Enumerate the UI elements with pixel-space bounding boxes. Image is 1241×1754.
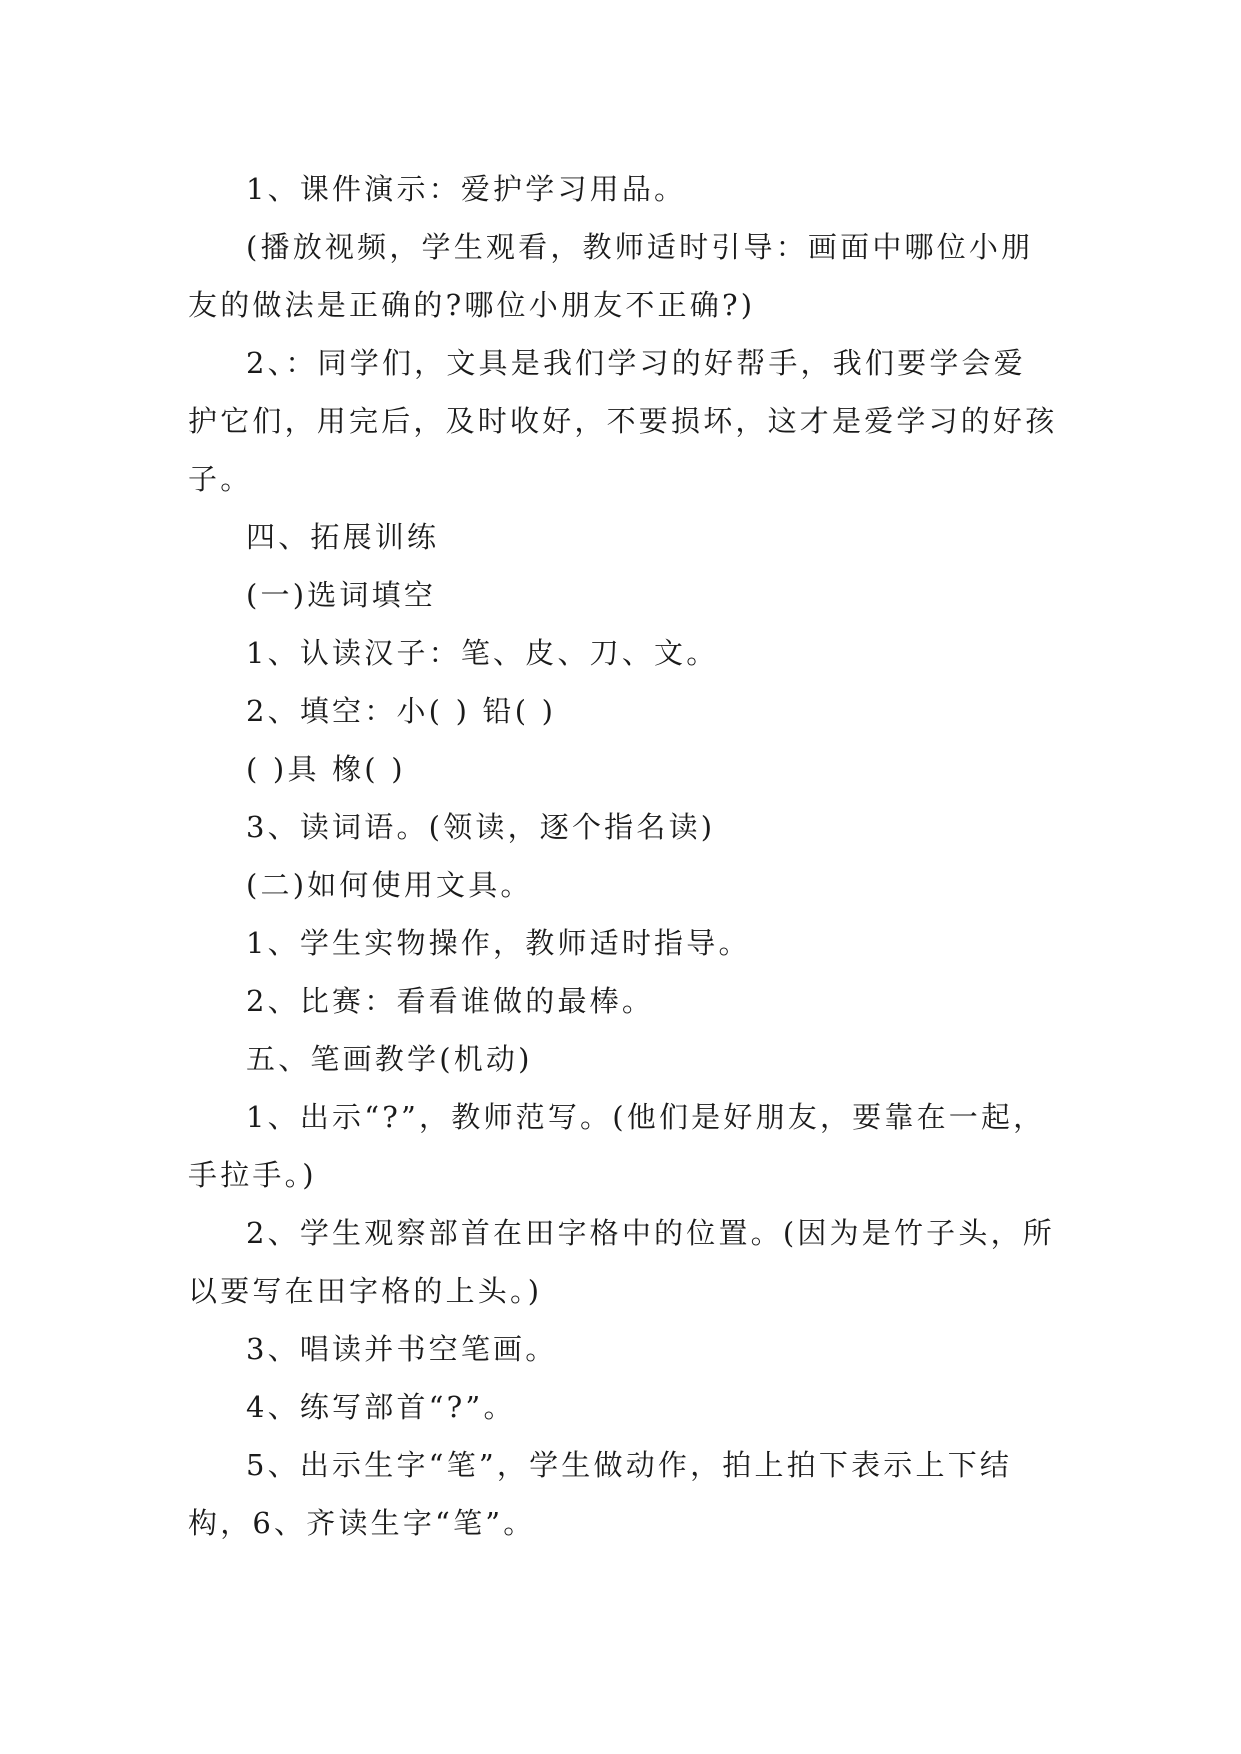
paragraph: 3、唱读并书空笔画。: [246, 1332, 558, 1366]
document-body: [188, 160, 1058, 1552]
section-heading: 四、拓展训练: [246, 520, 440, 554]
section-heading: 五、笔画教学(机动): [246, 1042, 533, 1076]
paragraph: 5、出示生字“笔”，学生做动作，拍上拍下表示上下结构，6、齐读生字“笔”。: [188, 1448, 1013, 1540]
paragraph: 1、认读汉子：笔、皮、刀、文。: [246, 636, 719, 670]
subsection-heading: (一)选词填空: [246, 578, 437, 612]
paragraph: 2、学生观察部首在田字格中的位置。(因为是竹子头，所以要写在田字格的上头。): [188, 1216, 1055, 1308]
paragraph: 1、课件演示：爱护学习用品。: [246, 172, 687, 206]
paragraph: 4、练写部首“?”。: [246, 1390, 516, 1424]
paragraph: 3、读词语。(领读，逐个指名读): [246, 810, 716, 844]
paragraph: ( )具 橡( ): [246, 752, 406, 786]
paragraph: 2、比赛：看看谁做的最棒。: [246, 984, 655, 1018]
paragraph: 2、填空：小( ) 铅( ): [246, 694, 557, 728]
paragraph: 1、学生实物操作，教师适时指导。: [246, 926, 751, 960]
paragraph: (播放视频，学生观看，教师适时引导：画面中哪位小朋友的做法是正确的?哪位小朋友不正确?): [188, 230, 1034, 322]
paragraph: 2、：同学们，文具是我们学习的好帮手，我们要学会爱护它们，用完后，及时收好，不要损坏，这才是爱学习的好孩子。: [188, 346, 1058, 496]
paragraph: 1、出示“?”，教师范写。(他们是好朋友，要靠在一起，手拉手。): [188, 1100, 1046, 1192]
subsection-heading: (二)如何使用文具。: [246, 868, 533, 902]
